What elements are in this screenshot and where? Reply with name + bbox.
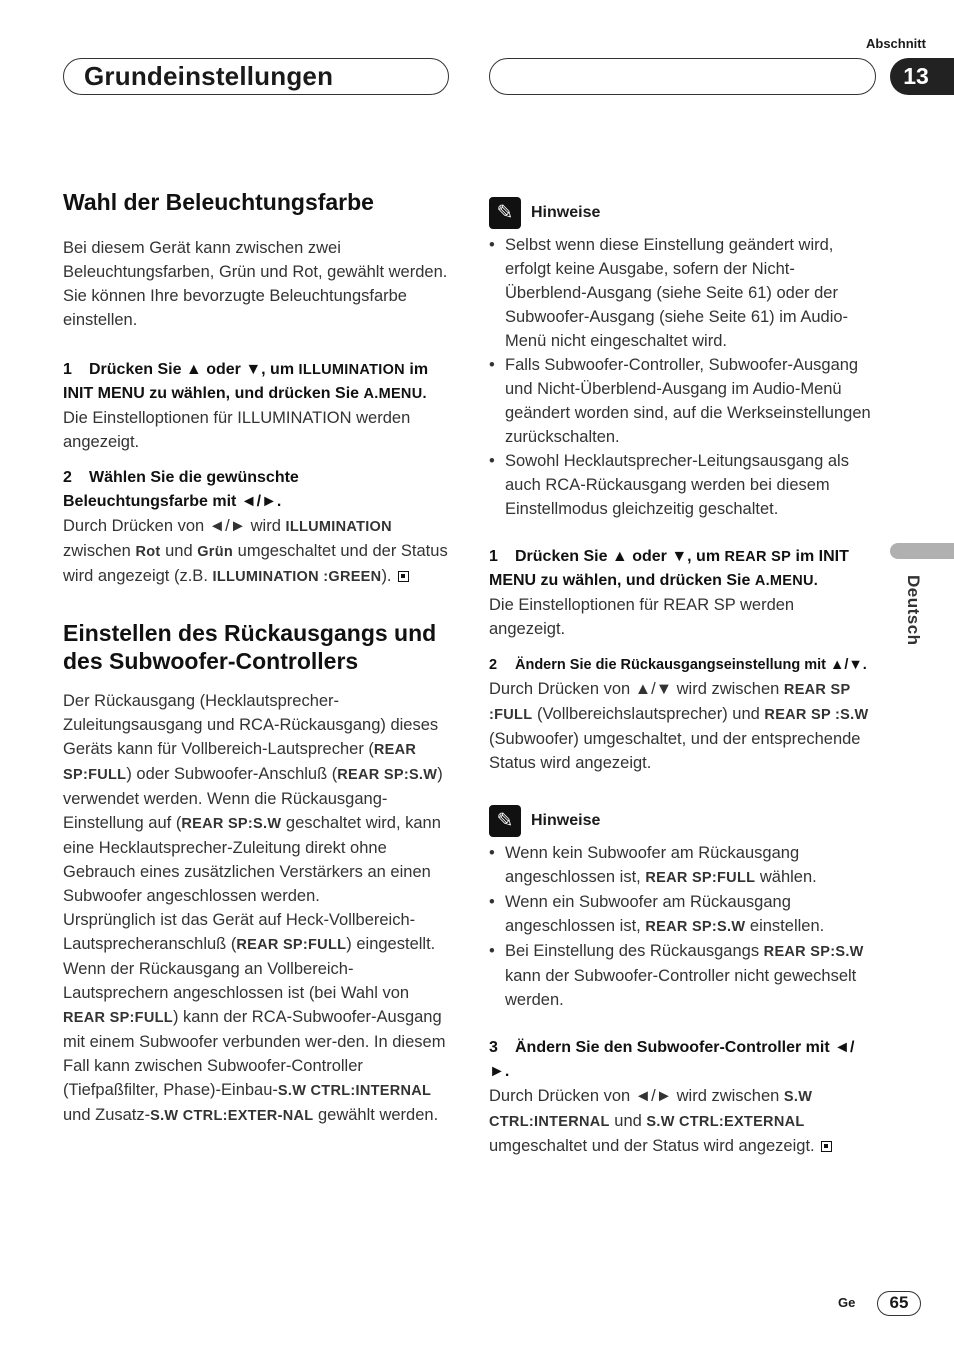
intro-paragraph-2: Sie können Ihre bevorzugte Beleuchtungsfarbe einstellen. (63, 287, 407, 329)
list-item: • Sowohl Hecklautsprecher-Leitungsausgang als auch RCA-Rückausgang werden bei diesem Einstellmodus gleichzeitig geschaltet. (489, 449, 874, 521)
page-number: 65 (877, 1291, 921, 1316)
rear-paragraph-1: Der Rückausgang (Hecklautsprecher-Zuleitungsausgang und RCA-Rückausgang) dieses Geräts kann für Vollbereich-Lautsprecher (REAR SP:FULL) oder Subwoofer-Anschluß (REAR SP:S.W) verwendet werden. Wenn die Rückausgang-Einstellung auf (REAR SP:S.W geschaltet wird, kann eine Hecklautsprecher-Zuleitung direkt ohne Gebrauch eines zusätzlichen Verstärkers an einen Subwoofer angeschlossen werden. (63, 692, 443, 905)
heading-illumination: Wahl der Beleuchtungsfarbe (63, 189, 374, 215)
step-2-heading-right: 2 Ändern Sie die Rückausgangseinstellung mit ▲/▼. (489, 657, 867, 673)
step-1-heading-right: 1 Drücken Sie ▲ oder ▼, um REAR SP im INIT MENU zu wählen, und drücken Sie A.MENU. (489, 548, 849, 589)
left-column (63, 188, 448, 1128)
page-title-box (63, 58, 449, 95)
step-3-body-right: Durch Drücken von ◄/► wird zwischen S.W CTRL:INTERNAL und S.W CTRL:EXTERNAL umgeschaltet und der Status wird angezeigt. (489, 1084, 874, 1158)
section-label: Abschnitt (866, 36, 926, 51)
footer-language: Ge (838, 1295, 856, 1310)
step-2-body-right: Durch Drücken von ▲/▼ wird zwischen REAR SP :FULL (Vollbereichslautsprecher) und REAR SP :S.W (Subwoofer) umgeschaltet, und der entsprechende Status wird angezeigt. (489, 680, 869, 772)
sidebar-marker (890, 543, 954, 559)
notes-heading-1: ✎ Hinweise (489, 197, 874, 229)
step-2-body: Durch Drücken von ◄/► wird ILLUMINATION zwischen Rot und Grün umgeschaltet und der Status wird angezeigt (z.B. ILLUMINATION :GREEN). (63, 517, 448, 585)
list-item: • Wenn kein Subwoofer am Rückausgang angeschlossen ist, REAR SP:FULL wählen. (489, 841, 874, 890)
rear-paragraph-2: Ursprünglich ist das Gerät auf Heck-Vollbereich-Lautsprecheranschluß (REAR SP:FULL) eingestellt. (63, 911, 436, 953)
step-1-heading: 1 Drücken Sie ▲ oder ▼, um ILLUMINATION im INIT MENU zu wählen, und drücken Sie A.MENU. (63, 361, 429, 402)
notes-heading-2: ✎ Hinweise (489, 805, 874, 837)
end-icon (821, 1141, 832, 1152)
step-1-body-right: Die Einstelloptionen für REAR SP werden angezeigt. (489, 596, 795, 638)
list-item: • Selbst wenn diese Einstellung geändert wird, erfolgt keine Ausgabe, sofern der Nicht-Überblend-Ausgang (siehe Seite 61) oder der Subwoofer-Ausgang (siehe Seite 61) im Audio-Menü nicht eingeschaltet wird. (489, 233, 874, 353)
list-item: • Falls Subwoofer-Controller, Subwoofer-Ausgang und Nicht-Überblend-Ausgang im Audio-Menü geändert worden sind, auf die Werkseinstellungen zurückschalten. (489, 353, 874, 449)
rear-paragraph-3: Wenn der Rückausgang an Vollbereich-Lautsprechern angeschlossen ist (bei Wahl von REAR SP:FULL) kann der RCA-Subwoofer-Ausgang mit einem Subwoofer verbunden wer-den. In diesem Fall kann zwischen Subwoofer-Controller (Tiefpaßfilter, Phase)-Einbau-S.W CTRL:INTERNAL und Zusatz-S.W CTRL:EXTER-NAL gewählt werden. (63, 960, 446, 1124)
header-empty-box (489, 58, 876, 95)
page-title: Grundeinstellungen (84, 61, 334, 91)
section-number-tab: 13 (890, 58, 954, 95)
intro-paragraph: Bei diesem Gerät kann zwischen zwei Beleuchtungsfarben, Grün und Rot, gewählt werden. (63, 239, 448, 281)
right-column (489, 197, 874, 1158)
end-icon (398, 571, 409, 582)
note-pencil-icon: ✎ (489, 197, 521, 229)
notes-list-1 (489, 233, 874, 521)
step-1-body: Die Einstelloptionen für ILLUMINATION werden angezeigt. (63, 409, 411, 451)
sidebar-language: Deutsch (904, 575, 923, 646)
list-item: • Wenn ein Subwoofer am Rückausgang angeschlossen ist, REAR SP:S.W einstellen. (489, 890, 874, 939)
heading-rear-output: Einstellen des Rückausgangs und des Subwoofer-Controllers (63, 620, 437, 674)
list-item: • Bei Einstellung des Rückausgangs REAR SP:S.W kann der Subwoofer-Controller nicht gewechselt werden. (489, 939, 874, 1012)
note-pencil-icon: ✎ (489, 805, 521, 837)
notes-list-2 (489, 841, 874, 1012)
step-2-heading: 2 Wählen Sie die gewünschte Beleuchtungsfarbe mit ◄/►. (63, 469, 299, 510)
step-3-heading-right: 3 Ändern Sie den Subwoofer-Controller mit ◄/►. (489, 1039, 855, 1080)
